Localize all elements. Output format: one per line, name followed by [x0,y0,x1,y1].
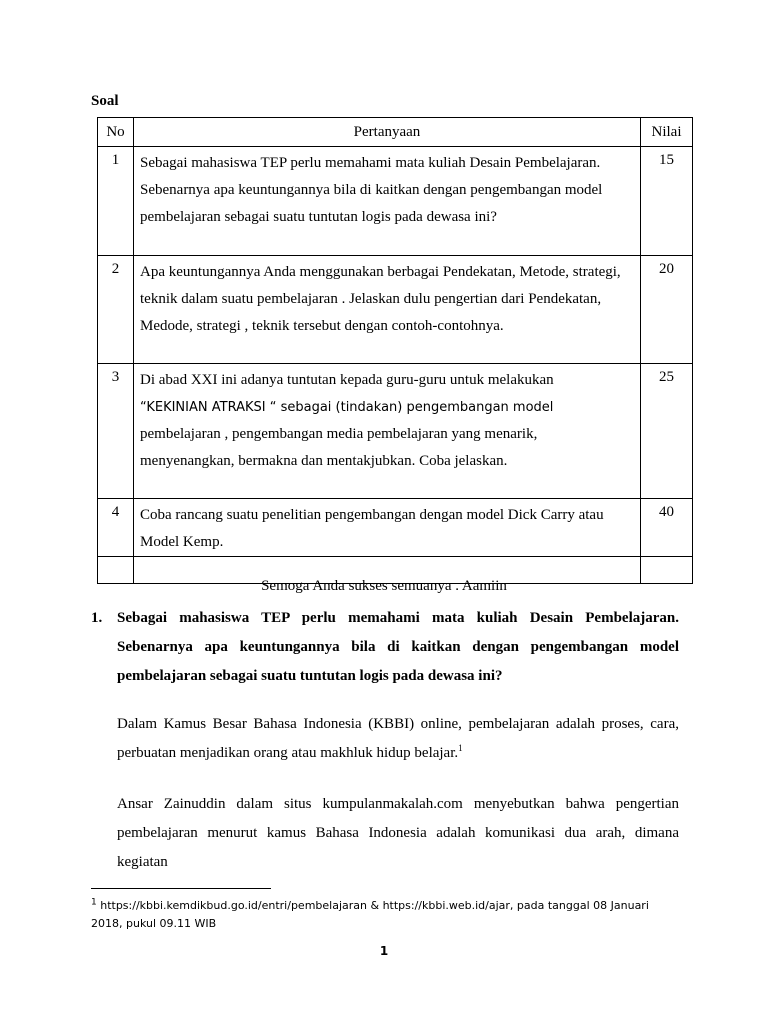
row-no: 1 [98,147,134,256]
row-no: 4 [98,499,134,557]
question-table [97,117,693,584]
table-row [98,256,693,364]
row-score: 40 [641,499,693,557]
section-heading: Soal [91,93,119,109]
paragraph-1 [117,710,679,768]
header-question: Pertanyaan [134,118,641,147]
row-no: 2 [98,256,134,364]
header-no: No [98,118,134,147]
header-score: Nilai [641,118,693,147]
row-question-line: Di abad XXI ini adanya tuntutan kepada guru-guru untuk melakukan [140,372,554,388]
table-row [98,499,693,557]
paragraph-1-text: Dalam Kamus Besar Bahasa Indonesia (KBBI) online, pembelajaran adalah proses, cara, perbuatan menjadikan orang atau makhluk hidup belajar. [117,716,679,761]
footnote-ref[interactable]: 1 [458,743,463,753]
answer-number: 1. [91,610,103,626]
answer-question [91,604,679,691]
row-question: Coba rancang suatu penelitian pengembangan dengan model Dick Carry atau Model Kemp. [134,499,641,557]
table-row [98,147,693,256]
paragraph-2: Ansar Zainuddin dalam situs kumpulanmakalah.com menyebutkan bahwa pengertian pembelajaran menurut kamus Bahasa Indonesia adalah komunikasi dua arah, dimana kegiatan [117,796,679,870]
row-no: 3 [98,364,134,499]
row-score: 20 [641,256,693,364]
row-question [134,364,641,499]
footnote-text: https://kbbi.kemdikbud.go.id/entri/pembelajaran & https://kbbi.web.id/ajar, pada tanggal 08 Januari 2018, pukul 09.11 WIB [91,899,649,930]
row-score: 15 [641,147,693,256]
footnote [91,897,671,933]
row-question-line-sans: “KEKINIAN ATRAKSI “ sebagai (tindakan) pengembangan model [140,400,554,415]
row-question: Sebagai mahasiswa TEP perlu memahami mata kuliah Desain Pembelajaran. Sebenarnya apa keuntungannya bila di kaitkan dengan pengembangan model pembelajaran sebagai suatu tuntutan logis pada dewasa ini? [134,147,641,256]
footnote-divider [91,888,271,889]
row-question-line: pembelajaran , pengembangan media pembelajaran yang menarik, menyenangkan, bermakna dan mentakjubkan. Coba jelaskan. [140,426,538,469]
row-score: 25 [641,364,693,499]
closing-text: Semoga Anda sukses semuanya . Aamiin [261,578,507,594]
footnote-marker: 1 [91,897,97,908]
row-question: Apa keuntungannya Anda menggunakan berbagai Pendekatan, Metode, strategi, teknik dalam suatu pembelajaran . Jelaskan dulu pengertian dari Pendekatan, Medode, strategi , teknik tersebut dengan contoh-contohnya. [134,256,641,364]
table-header-row [98,118,693,147]
answer-question-text: Sebagai mahasiswa TEP perlu memahami mata kuliah Desain Pembelajaran. Sebenarnya apa keuntungannya bila di kaitkan dengan pengembangan model pembelajaran sebagai suatu tuntutan logis pada dewasa ini? [117,610,679,684]
table-row [98,364,693,499]
page-number: 1 [379,944,389,958]
